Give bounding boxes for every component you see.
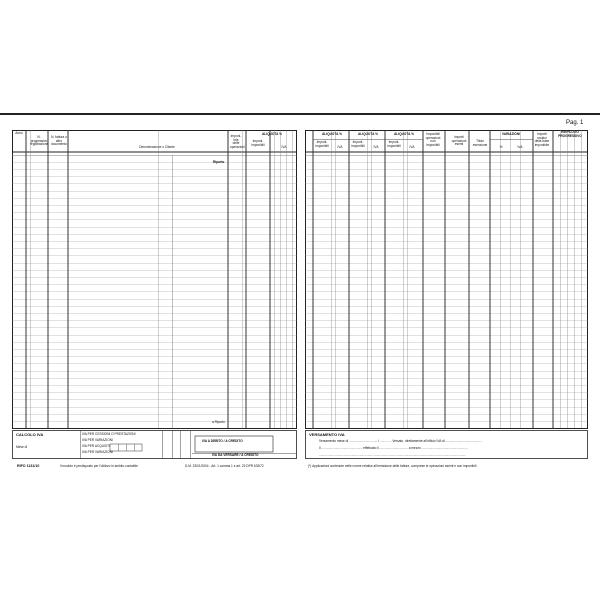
credito-box-label: IVA A DEBITO / A CREDITO — [202, 439, 243, 443]
col-anno-header: Anno — [15, 131, 23, 135]
col-fattura-header: N. fattura o altro documento — [51, 135, 67, 147]
versamento-title: VERSAMENTO IVA — [309, 432, 345, 437]
iva-line-cessioni: IVA PER CESSIONI O PRESTAZIONI — [82, 432, 136, 436]
r-sub-iva-1: IVA — [337, 145, 343, 149]
footer-note-left: Il modulo è predisposto per l'utilizzo in ambito contabile — [60, 464, 138, 468]
versamento-line-1: Versamento mese di ................................ / ............. Versato, direttamente all'ufficio IVA di ......................................... — [319, 439, 482, 443]
calcolo-iva-title: CALCOLO IVA — [16, 432, 44, 437]
r-aliquota-2-header: ALIQUOTA % — [357, 132, 378, 136]
r-variazioni-header: VARIAZIONI — [501, 132, 521, 136]
col-imponibile-header: Imponi- bile delle operazioni — [230, 134, 245, 149]
da-versare-label: IVA DA VERSARE / A CREDITO — [212, 453, 259, 457]
riporto-label: Riporto — [213, 160, 225, 164]
right-register-grid — [305, 130, 588, 460]
r-riepilogo-header: RIEPILOGO PROGRESSIVO — [558, 130, 582, 138]
iva-line-variazioni-1: IVA PER VARIAZIONI — [82, 438, 113, 442]
r-residui-header: Importi residui della base imponibile — [534, 132, 550, 147]
page-number: Pag. 1 — [566, 120, 584, 126]
r-sub-var-pct: % — [499, 145, 503, 149]
versamento-line-3: ...................................................................................................................................................................... — [319, 453, 467, 457]
footer-law-left: D.M. 23/01/2004 - Art. 1 comma 1 e art. 23 DPR 633/72 — [185, 464, 264, 468]
r-aliquota-1-header: ALIQUOTA % — [321, 132, 342, 136]
r-sub-imponibili-1: Imponi- imponibili — [315, 140, 329, 148]
top-border-line — [0, 113, 600, 115]
left-register-grid — [12, 130, 297, 460]
col-cliente-header: Denominazione o Cliente — [139, 145, 175, 149]
r-sub-imponibili-3: Imponi- imponibili — [387, 140, 401, 148]
col-aliquota-header: ALIQUOTA % — [261, 132, 282, 136]
col-imponibili-header: Imponi- imponibili — [251, 139, 265, 147]
mese-label: Mese di — [16, 445, 28, 449]
left-register-page — [12, 130, 297, 460]
a-riporto-label: a Riporto — [212, 420, 225, 424]
col-iva-header: IVA — [281, 145, 287, 149]
iva-line-variazioni-2: IVA PER VARIAZIONI — [82, 450, 113, 454]
r-sub-iva-3: IVA — [409, 145, 415, 149]
r-aliquota-3-header: ALIQUOTA % — [393, 132, 414, 136]
iva-line-acquisti: IVA PER ACQUISTI — [82, 444, 110, 448]
r-non-imponibili-header: Imponibili operazioni non imponibili — [425, 132, 441, 147]
r-sub-iva-2: IVA — [373, 145, 379, 149]
versamento-line-2: Il .............................................. effettuato il ................................ a mezzo .................................................... — [319, 446, 468, 450]
footer-note-right: (*) Applicazioni contenute nelle norme relative all'emissione delle fatture, comprese le operazioni esenti e non imponibili — [308, 464, 477, 468]
r-titolo-header: Titolo esenzione — [472, 139, 488, 147]
footer-code: RIFO 1131/10 — [17, 464, 40, 468]
right-register-page — [305, 130, 588, 460]
r-esenti-header: Importi operazioni esenti — [451, 135, 467, 147]
col-progressivo-header: N. progressivo registrazione — [30, 135, 49, 147]
r-sub-imponibili-2: Imponi- imponibili — [351, 140, 365, 148]
r-sub-var-iva: IVA — [517, 145, 523, 149]
